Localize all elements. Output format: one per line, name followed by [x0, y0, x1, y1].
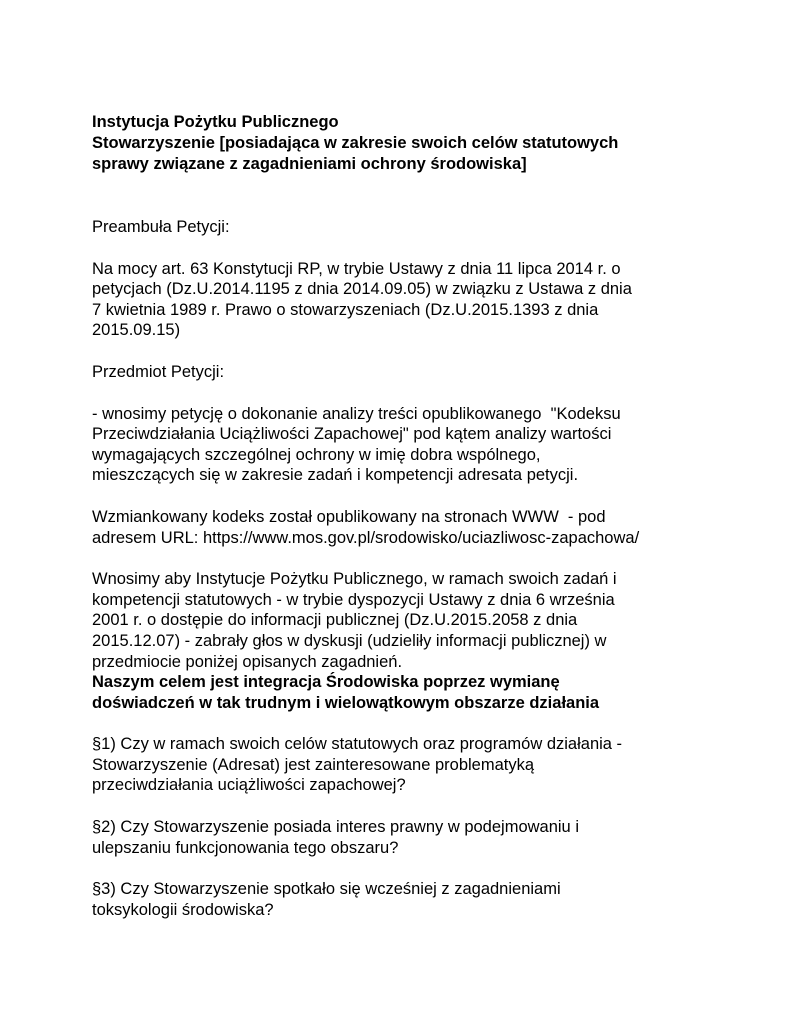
request-line: Wnosimy aby Instytucje Pożytku Publicznego, w ramach swoich zadań i [92, 570, 617, 589]
header-line: sprawy związane z zagadnieniami ochrony środowiska] [92, 155, 527, 173]
header-line: Instytucja Pożytku Publicznego [92, 113, 339, 131]
preamble-line: Na mocy art. 63 Konstytucji RP, w trybie Ustawy z dnia 11 lipca 2014 r. o [92, 259, 621, 278]
subject-section [92, 362, 732, 486]
header-line: Stowarzyszenie [posiadająca w zakresie swoich celów statutowych [92, 134, 619, 152]
preamble-line: 7 kwietnia 1989 r. Prawo o stowarzyszeniach (Dz.U.2015.1393 z dnia [92, 300, 599, 319]
question-line: ulepszaniu funkcjonowania tego obszaru? [92, 838, 399, 857]
preamble-line: petycjach (Dz.U.2014.1195 z dnia 2014.09.05) w związku z Ustawa z dnia [92, 280, 632, 299]
question-2 [92, 817, 732, 858]
subject-title: Przedmiot Petycji: [92, 362, 225, 381]
preamble-section [92, 217, 732, 341]
question-line: przeciwdziałania uciążliwości zapachowej? [92, 776, 406, 795]
request-section [92, 569, 732, 713]
preamble-title: Preambuła Petycji: [92, 218, 230, 236]
preamble-line: 2015.09.15) [92, 321, 181, 340]
question-line: §1) Czy w ramach swoich celów statutowych oraz programów działania - [92, 735, 623, 754]
subject-line: wymagających szczególnej ochrony w imię dobra wspólnego, [92, 445, 541, 464]
question-line: toksykologii środowiska? [92, 900, 274, 919]
request-line: kompetencji statutowych - w trybie dyspozycji Ustawy z dnia 6 września [92, 590, 615, 609]
subject-line: - wnosimy petycję o dokonanie analizy treści opublikowanego "Kodeksu [92, 404, 621, 423]
code-info-line: adresem URL: https://www.mos.gov.pl/srodowisko/uciazliwosc-zapachowa/ [92, 528, 640, 547]
goal-statement-line: doświadczeń w tak trudnym i wielowątkowym obszarze działania [92, 693, 600, 712]
goal-statement-line: Naszym celem jest integracja Środowiska poprzez wymianę [92, 673, 560, 692]
request-line: 2001 r. o dostępie do informacji publicznej (Dz.U.2015.2058 z dnia [92, 611, 578, 630]
request-line: przedmiocie poniżej opisanych zagadnień. [92, 652, 403, 671]
document-header [92, 112, 732, 175]
question-line: Stowarzyszenie (Adresat) jest zainteresowane problematyką [92, 755, 535, 774]
code-info-line: Wzmiankowany kodeks został opublikowany na stronach WWW - pod [92, 507, 606, 526]
request-line: 2015.12.07) - zabrały głos w dyskusji (udzieliły informacji publicznej) w [92, 631, 607, 650]
question-line: §2) Czy Stowarzyszenie posiada interes prawny w podejmowaniu i [92, 818, 579, 837]
document-page [92, 112, 732, 920]
code-info-section [92, 507, 732, 548]
question-line: §3) Czy Stowarzyszenie spotkało się wcześniej z zagadnieniami [92, 880, 561, 899]
question-3 [92, 879, 732, 920]
subject-line: mieszczących się w zakresie zadań i kompetencji adresata petycji. [92, 466, 579, 485]
question-1 [92, 734, 732, 796]
subject-line: Przeciwdziałania Uciążliwości Zapachowej" pod kątem analizy wartości [92, 425, 612, 444]
